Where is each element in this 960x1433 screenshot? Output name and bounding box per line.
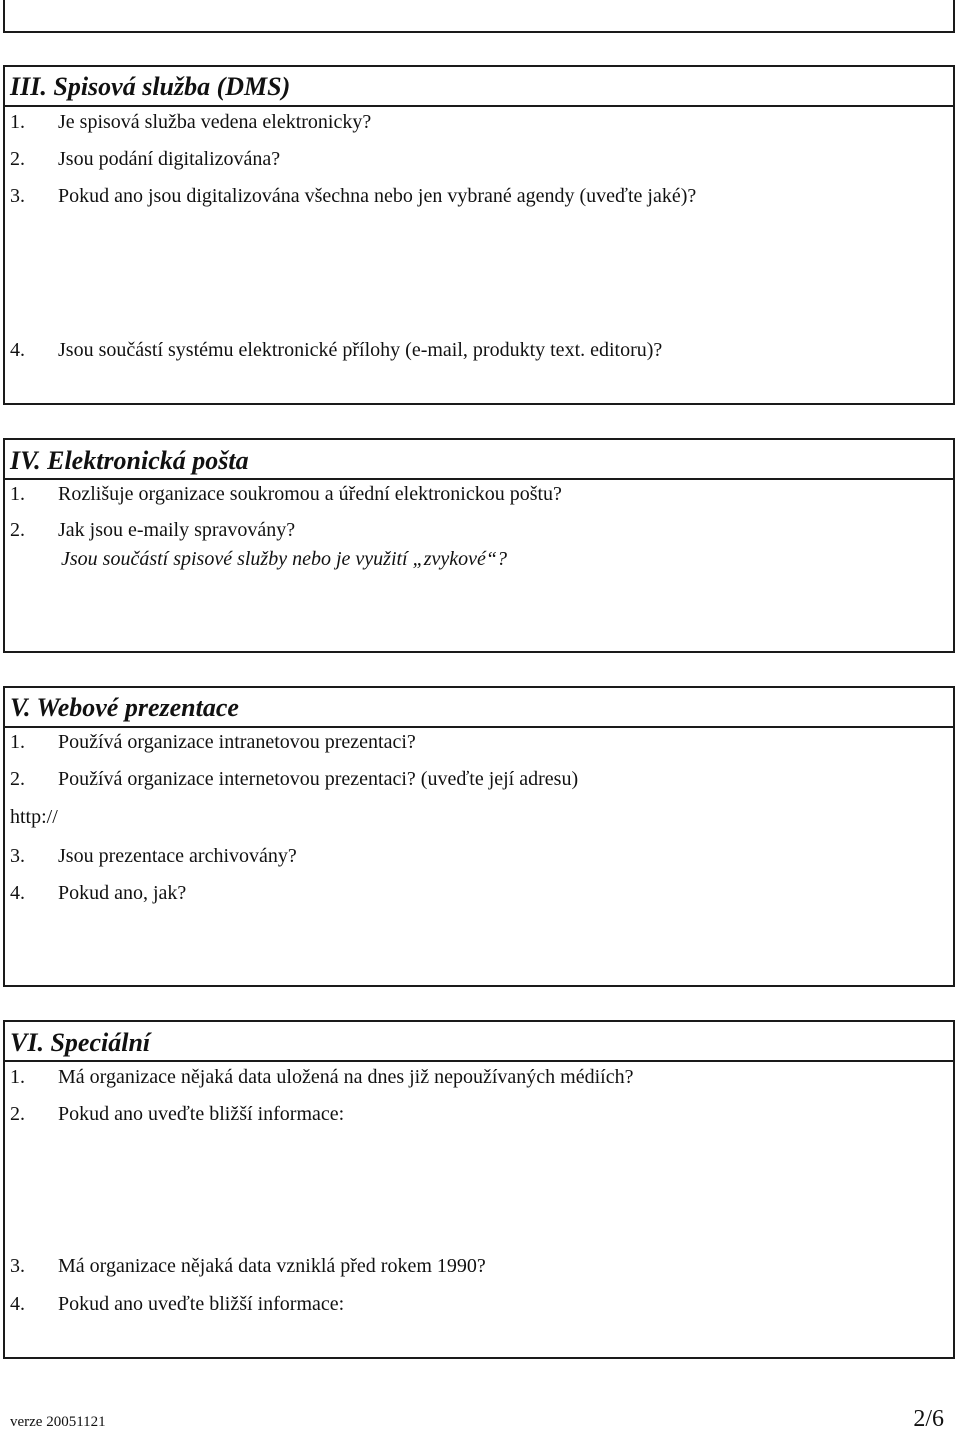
section-iii-item-1: 1. Je spisová služba vedena elektronicky?: [10, 111, 372, 133]
section-v-item-2: 2. Používá organizace internetovou prezentaci? (uveďte její adresu): [10, 768, 579, 790]
section-v-item-1: 1. Používá organizace intranetovou prezentaci?: [10, 731, 416, 753]
footer-page-number: 2/6: [913, 1406, 944, 1432]
section-v-title: V. Webové prezentace: [10, 693, 239, 722]
section-iv-note: Jsou součástí spisové služby nebo je využití „zvykové“?: [61, 548, 508, 570]
section-iii-item-3: 3. Pokud ano jsou digitalizována všechna nebo jen vybrané agendy (uveďte jaké)?: [10, 185, 697, 207]
section-v-item-4: 4. Pokud ano, jak?: [10, 882, 187, 904]
section-iv-item-1: 1. Rozlišuje organizace soukromou a úřední elektronickou poštu?: [10, 483, 562, 505]
section-iii-item-2: 2. Jsou podání digitalizována?: [10, 148, 281, 170]
section-vi-item-1: 1. Má organizace nějaká data uložená na dnes již nepoužívaných médiích?: [10, 1066, 634, 1088]
section-v-url-prefix: http://: [10, 806, 58, 828]
section-iv-title: IV. Elektronická pošta: [10, 446, 249, 475]
section-iii-title: III. Spisová služba (DMS): [10, 72, 291, 101]
previous-section-box: [3, 0, 955, 33]
section-vi-item-4: 4. Pokud ano uveďte bližší informace:: [10, 1293, 345, 1315]
section-iii-item-4: 4. Jsou součástí systému elektronické přílohy (e-mail, produkty text. editoru)?: [10, 339, 663, 361]
footer-version: verze 20051121: [10, 1414, 106, 1430]
section-iv-item-2: 2. Jak jsou e-maily spravovány?: [10, 519, 296, 541]
section-vi-title: VI. Speciální: [10, 1028, 151, 1057]
section-vi-item-3: 3. Má organizace nějaká data vzniklá před rokem 1990?: [10, 1255, 486, 1277]
section-vi-item-2: 2. Pokud ano uveďte bližší informace:: [10, 1103, 345, 1125]
section-v-item-3: 3. Jsou prezentace archivovány?: [10, 845, 297, 867]
